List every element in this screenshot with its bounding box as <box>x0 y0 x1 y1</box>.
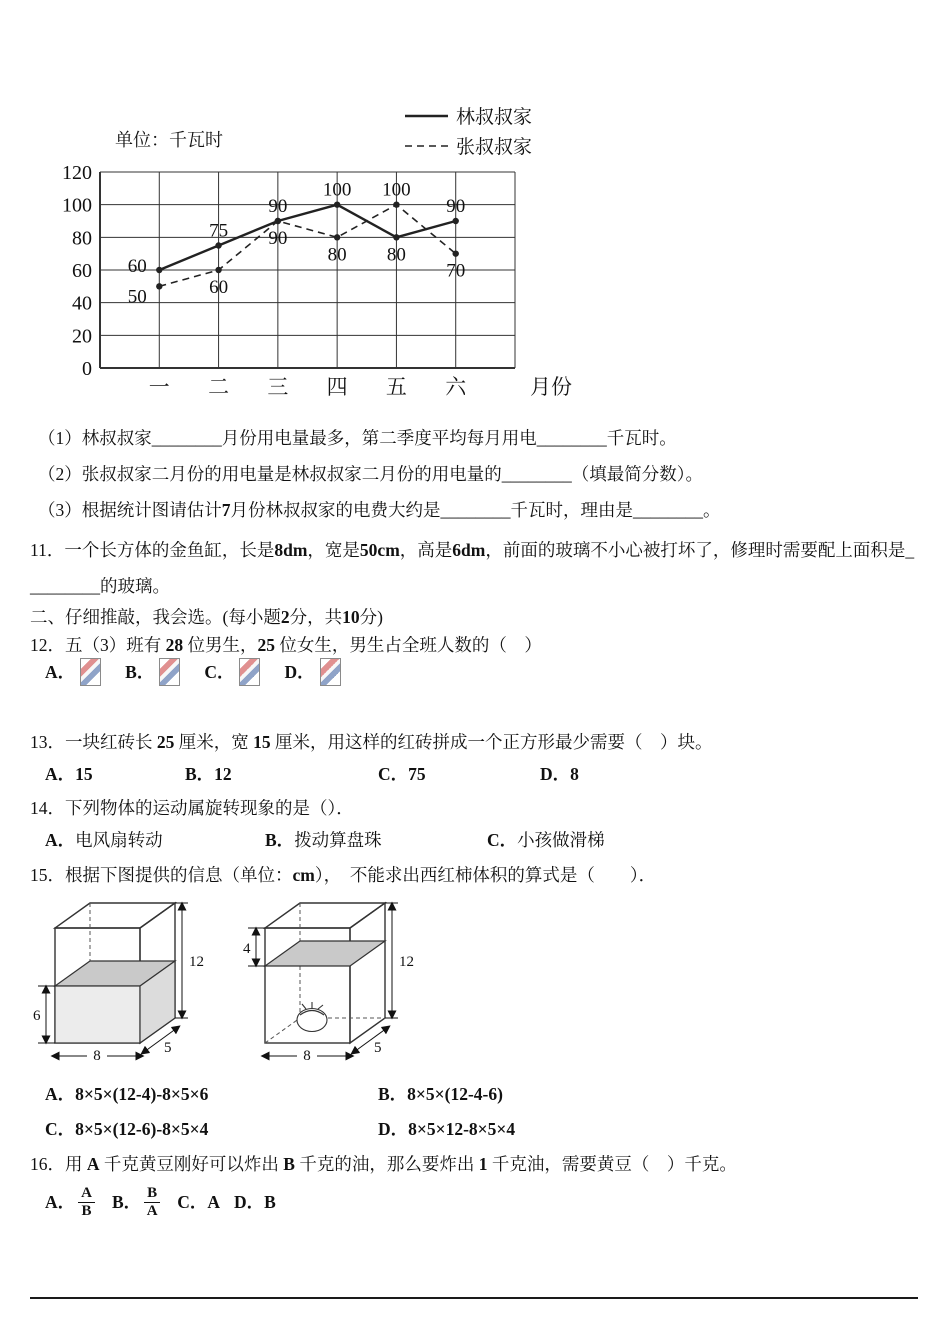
series-line-张叔叔家 <box>159 205 455 287</box>
fraction-a-over-b <box>78 1185 95 1219</box>
dim-width-label: 8 <box>93 1048 101 1064</box>
q10-part3: （3）根据统计图请估计7月份林叔叔家的电费大约是________千瓦时，理由是________。 <box>38 500 721 520</box>
dim-inner-height-label: 6 <box>33 1008 41 1024</box>
q13-option-c: C．75 <box>378 764 426 784</box>
q14-stem: 14．下列物体的运动属旋转现象的是（）． <box>30 798 354 818</box>
point-label: 100 <box>322 179 352 201</box>
q15-option-a: A．8×5×(12-4)-8×5×6 <box>45 1084 209 1104</box>
q12-option-c <box>204 658 260 686</box>
fraction-image-placeholder <box>320 658 341 686</box>
option-label: C． <box>204 661 235 682</box>
data-point <box>393 234 399 240</box>
y-tick-label: 40 <box>72 292 92 315</box>
section2-heading: 二、仔细推敲，我会选。(每小题2分，共10分) <box>30 607 383 627</box>
y-tick-label: 0 <box>82 358 92 380</box>
point-label: 60 <box>209 277 229 298</box>
dim-width-label: 8 <box>303 1048 311 1064</box>
data-point <box>334 234 340 240</box>
q15-stem: 15．根据下图提供的信息（单位：cm）， 不能求出西红柿体积的算式是（ ）． <box>30 865 657 885</box>
data-point <box>215 267 221 273</box>
chart-unit-label: 单位：千瓦时 <box>115 130 223 150</box>
tomato-icon <box>297 1002 327 1032</box>
dim-depth-label: 5 <box>164 1040 172 1056</box>
fraction-image-placeholder <box>80 658 101 686</box>
x-tick-label: 六 <box>445 375 467 399</box>
point-label: 50 <box>127 286 147 308</box>
dim-total-height-label: 12 <box>399 954 414 970</box>
x-tick-label: 三 <box>267 375 289 399</box>
data-point <box>275 218 281 224</box>
point-label: 80 <box>327 244 347 266</box>
dimension-arrows <box>248 903 398 1056</box>
footer-rule <box>30 1297 918 1299</box>
q10-part2: （2）张叔叔家二月份的用电量是林叔叔家二月份的用电量的________（填最简分数）。 <box>38 464 703 484</box>
y-tick-label: 120 <box>62 162 92 184</box>
q12-option-b <box>125 658 180 686</box>
point-label: 70 <box>446 260 466 282</box>
water-front-face <box>55 986 140 1043</box>
legend-label: 张叔叔家 <box>456 137 533 158</box>
data-point <box>453 250 459 256</box>
q15-diagram-right <box>240 893 440 1081</box>
q15-option-b: B．8×5×(12-4-6) <box>378 1084 503 1104</box>
q15-option-c: C．8×5×(12-6)-8×5×4 <box>45 1119 209 1139</box>
dim-total-height-label: 12 <box>189 954 204 970</box>
fraction-numerator: A <box>78 1185 95 1203</box>
q15-option-d: D．8×5×12-8×5×4 <box>378 1119 516 1139</box>
fraction-denominator: A <box>146 1202 158 1219</box>
water-surface-face <box>265 941 385 966</box>
point-label: 90 <box>268 228 288 249</box>
point-label: 75 <box>209 220 229 242</box>
q14-option-a: A．电风扇转动 <box>45 830 163 850</box>
q11-stem-line1: 11．一个长方体的金鱼缸，长是8dm，宽是50cm，高是6dm，前面的玻璃不小心被打坏了，修理时需要配上面积是_ <box>30 540 915 560</box>
x-tick-label: 五 <box>385 375 407 399</box>
q16-stem: 16．用 A 千克黄豆刚好可以炸出 B 千克的油，那么要炸出 1 千克油，需要黄豆（ ）千克。 <box>30 1154 737 1174</box>
q14-option-b: B．拨动算盘珠 <box>265 830 382 850</box>
q12-stem: 12．五（3）班有 28 位男生，25 位女生，男生占全班人数的（ ） <box>30 635 542 655</box>
data-point <box>453 218 459 224</box>
option-label: D． <box>284 661 315 682</box>
q13-option-a: A．15 <box>45 764 93 784</box>
q13-option-b: B．12 <box>185 764 232 784</box>
fraction-b-over-a <box>144 1185 160 1219</box>
option-label: B． <box>111 1191 142 1212</box>
data-point <box>215 242 221 248</box>
outer-box-right <box>350 903 385 1043</box>
q13-option-d: D．8 <box>540 764 579 784</box>
x-axis-title: 月份 <box>530 375 572 399</box>
x-tick-label: 四 <box>326 375 348 399</box>
q13-stem: 13．一块红砖长 25 厘米，宽 15 厘米，用这样的红砖拼成一个正方形最少需要（ ）块。 <box>30 732 713 752</box>
data-point <box>156 267 162 273</box>
q12-option-a <box>45 658 101 686</box>
q16-option-b <box>112 1185 163 1219</box>
option-label: B． <box>125 661 155 682</box>
fraction-denominator: B <box>81 1202 92 1219</box>
fraction-image-placeholder <box>239 658 260 686</box>
q12-option-d <box>284 658 340 686</box>
point-label: 60 <box>127 256 147 277</box>
x-tick-label: 一 <box>148 375 170 399</box>
x-tick-label: 二 <box>208 375 230 399</box>
point-label: 100 <box>382 179 411 201</box>
q12-options <box>45 658 341 686</box>
data-point <box>393 201 399 207</box>
q16-option-d: D．B <box>233 1191 276 1212</box>
data-point <box>334 201 340 207</box>
q16-option-c: C．A <box>177 1191 220 1212</box>
option-label: A． <box>45 1191 76 1212</box>
q11-stem-line2: ________的玻璃。 <box>30 576 170 596</box>
q10-part1: （1）林叔叔家________月份用电量最多，第二季度平均每月用电________千瓦时。 <box>38 428 677 448</box>
y-tick-label: 60 <box>72 260 92 282</box>
y-tick-label: 80 <box>72 227 92 250</box>
y-tick-label: 20 <box>72 325 92 348</box>
legend-label: 林叔叔家 <box>456 107 533 128</box>
dim-depth-label: 5 <box>374 1040 382 1056</box>
q14-option-c: C．小孩做滑梯 <box>487 830 605 850</box>
q15-diagram-left <box>30 893 230 1081</box>
dim-top-gap-label: 4 <box>243 941 251 957</box>
fraction-numerator: B <box>144 1185 160 1203</box>
option-label: A． <box>45 661 76 682</box>
y-tick-label: 100 <box>62 194 92 217</box>
q16-option-a <box>45 1185 98 1219</box>
electricity-line-chart <box>40 100 605 405</box>
q16-options <box>45 1180 276 1224</box>
point-label: 80 <box>386 244 406 266</box>
data-point <box>156 283 162 289</box>
point-label: 90 <box>268 196 288 217</box>
point-label: 90 <box>446 196 466 217</box>
fraction-image-placeholder <box>159 658 180 686</box>
